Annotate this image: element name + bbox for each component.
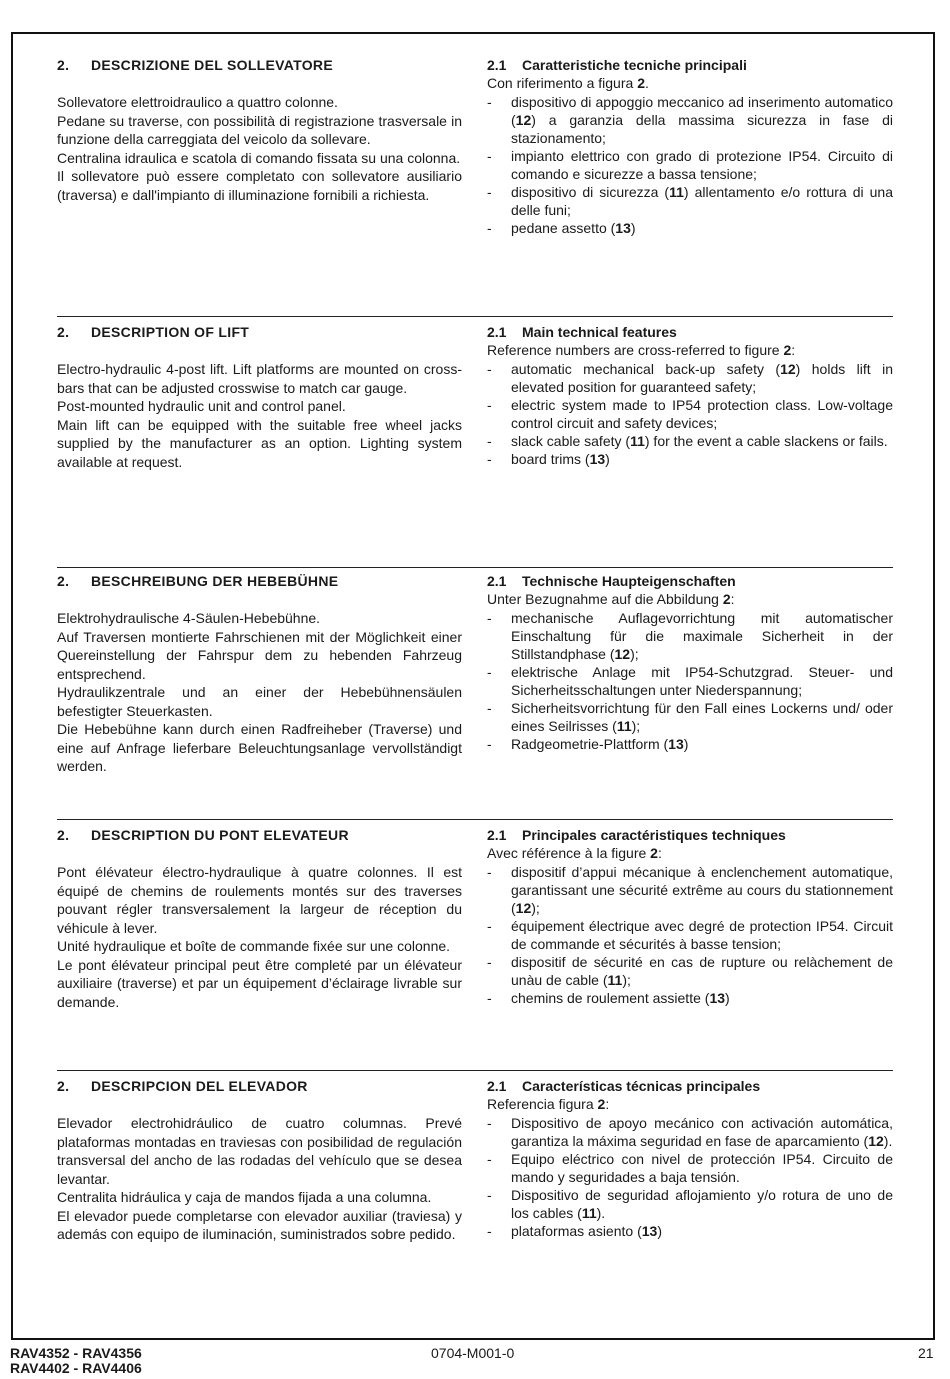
description-column [57, 56, 462, 204]
description-paragraph: Post-mounted hydraulic unit and control panel. [57, 398, 346, 414]
feature-text-end: ); [630, 645, 639, 662]
description-paragraph: Sollevatore elettroidraulico a quattro colonne. [57, 94, 338, 110]
description-column [57, 323, 462, 471]
section-divider [57, 1070, 893, 1071]
footer-models-line-2: RAV4402 - RAV4406 [10, 1360, 142, 1376]
section-heading-number: 2. [57, 57, 70, 73]
feature-item [487, 1150, 893, 1186]
intro-text: Referencia figura [487, 1096, 598, 1112]
description-column [57, 572, 462, 776]
feature-reference-number: 12 [868, 1132, 884, 1149]
section-heading-number: 2. [57, 573, 70, 589]
subsection-heading [487, 56, 893, 74]
description-paragraph: Elektrohydraulische 4-Säulen-Hebebühne. [57, 610, 321, 626]
subsection-heading-number: 2.1 [487, 827, 507, 843]
feature-text: chemins de roulement assiette ( [511, 989, 710, 1006]
subsection-heading-text: Principales caractéristiques techniques [522, 827, 786, 843]
description-paragraph: Auf Traversen montierte Fahrschienen mit der Möglichkeit einer Quereinstellung der Fahrspur dem zu hebenden Fahrzeug entsprechend. [57, 628, 462, 682]
feature-text-end: ) [605, 450, 610, 467]
description-paragraph: Centralita hidráulica y caja de mandos fijada a una columna. [57, 1189, 432, 1205]
intro-punctuation: : [791, 342, 796, 358]
bullet-dash: - [487, 917, 492, 934]
feature-text: slack cable safety ( [511, 432, 631, 449]
bullet-dash: - [487, 93, 492, 110]
description-column [57, 1077, 462, 1244]
feature-text: dispositivo di sicurezza ( [511, 183, 670, 200]
feature-reference-number: 12 [515, 111, 532, 128]
feature-reference-number: 13 [589, 450, 606, 467]
feature-text: Sicherheitsvorrichtung für den Fall eines Lockerns und/ oder eines Seilrisses ( [511, 699, 893, 734]
feature-text: electric system made to IP54 protection class. Low-voltage control circuit and safety devices; [511, 396, 893, 431]
feature-item [487, 1222, 893, 1240]
feature-item [487, 219, 893, 237]
feature-text-end: ) [657, 1222, 662, 1239]
feature-text-end: ) allentamento e/o rottura di una delle funi; [511, 183, 893, 218]
feature-item [487, 450, 893, 468]
description-paragraph: Electro-hydraulic 4-post lift. Lift platforms are mounted on cross-bars that can be adjusted crosswise to match car gauge. [57, 361, 462, 396]
feature-text-end: ) holds lift in elevated position for guaranteed safety; [511, 360, 893, 395]
section-heading-text: BESCHREIBUNG DER HEBEBÜHNE [91, 573, 339, 589]
description-body [57, 1114, 462, 1244]
section-heading [57, 826, 462, 844]
feature-text: Dispositivo de apoyo mecánico con activación automática, garantiza la máxima seguridad en fase de aparcamiento ( [511, 1114, 893, 1149]
features-intro [487, 1095, 893, 1114]
subsection-heading-text: Technische Haupteigenschaften [522, 573, 736, 589]
feature-item [487, 953, 893, 989]
feature-text-end: ); [531, 899, 540, 916]
subsection-heading-text: Main technical features [522, 324, 677, 340]
feature-text-end: ) [630, 219, 636, 236]
feature-item [487, 735, 893, 753]
intro-punctuation: : [605, 1096, 610, 1112]
subsection-heading-number: 2.1 [487, 1078, 507, 1094]
features-list [487, 360, 893, 468]
feature-reference-number: 13 [709, 989, 726, 1006]
feature-text: plataformas asiento ( [511, 1222, 642, 1239]
feature-item [487, 183, 893, 219]
bullet-dash: - [487, 360, 492, 377]
features-list [487, 863, 893, 1007]
subsection-heading [487, 323, 893, 341]
bullet-dash: - [487, 989, 492, 1006]
description-paragraph: Pont élévateur électro-hydraulique à quatre colonnes. Il est équipé de chemins de roulements montés sur des traverses pouvant régler transversalement la largeur de réception du véhicule à lever. [57, 864, 462, 936]
feature-item [487, 663, 893, 699]
intro-punctuation: . [644, 75, 649, 91]
figure-reference: 2 [597, 1096, 606, 1112]
features-list [487, 1114, 893, 1240]
subsection-heading-number: 2.1 [487, 324, 507, 340]
feature-item [487, 989, 893, 1007]
section-heading-number: 2. [57, 1078, 70, 1094]
section-divider [57, 819, 893, 820]
section-heading-text: DESCRIPTION DU PONT ELEVATEUR [91, 827, 349, 843]
bullet-dash: - [487, 663, 492, 680]
feature-reference-number: 12 [780, 360, 796, 377]
feature-item [487, 147, 893, 183]
intro-text: Avec référence à la figure [487, 845, 651, 861]
description-paragraph: Centralina idraulica e scatola di comando fissata su una colonna. [57, 149, 461, 166]
feature-item [487, 360, 893, 396]
features-list [487, 93, 893, 237]
feature-item [487, 1186, 893, 1222]
subsection-heading-number: 2.1 [487, 573, 507, 589]
subsection-heading-text: Características técnicas principales [522, 1078, 761, 1094]
feature-text: mechanische Auflagevorrichtung mit automatischer Einschaltung für die maximale Sicherheit in der Stillstandphase ( [511, 609, 893, 662]
subsection-heading-number: 2.1 [487, 57, 507, 73]
feature-text-end: ) [683, 735, 689, 752]
bullet-dash: - [487, 396, 492, 413]
feature-reference-number: 13 [615, 219, 631, 236]
subsection-heading [487, 826, 893, 844]
footer-models [10, 1346, 142, 1376]
bullet-dash: - [487, 863, 492, 880]
feature-reference-number: 12 [515, 899, 532, 916]
intro-punctuation: : [730, 591, 735, 607]
feature-item [487, 863, 893, 917]
description-paragraph: Il sollevatore può essere completato con sollevatore ausiliario (traversa) e dall'impianto di illuminazione fornibili a richiesta. [57, 168, 462, 203]
features-intro [487, 844, 893, 863]
feature-reference-number: 13 [641, 1222, 658, 1239]
footer-page-number: 21 [918, 1345, 934, 1361]
description-body [57, 863, 462, 1011]
description-body [57, 609, 462, 776]
bullet-dash: - [487, 735, 492, 752]
feature-item [487, 93, 893, 147]
features-intro [487, 341, 893, 360]
bullet-dash: - [487, 1114, 492, 1131]
section-heading [57, 1077, 462, 1095]
description-paragraph: Main lift can be equipped with the suitable free wheel jacks supplied by the manufacturer as an option. Lighting system available at request. [57, 416, 462, 470]
bullet-dash: - [487, 450, 492, 467]
section-divider [57, 567, 893, 568]
features-column [487, 323, 893, 468]
description-paragraph: Unité hydraulique et boîte de commande fixée sur une colonne. [57, 938, 451, 954]
feature-item [487, 1114, 893, 1150]
figure-reference: 2 [637, 75, 645, 91]
figure-reference: 2 [783, 342, 792, 358]
feature-text-end: ); [622, 971, 631, 988]
description-paragraph: Die Hebebühne kann durch einen Radfreiheber (Traverse) und eine auf Anfrage lieferbare Beleuchtungsanlage vervollständigt werden. [57, 721, 462, 774]
bullet-dash: - [487, 609, 492, 626]
intro-text: Reference numbers are cross-referred to figure [487, 342, 784, 358]
features-column [487, 1077, 893, 1240]
feature-text: dispositif d’appui mécanique à enclenchement automatique, garantissant une sécurité extrême au cours du stationnement ( [511, 863, 893, 916]
figure-reference: 2 [650, 845, 658, 861]
feature-text-end: ). [596, 1204, 606, 1221]
bullet-dash: - [487, 699, 492, 716]
bullet-dash: - [487, 1150, 492, 1167]
bullet-dash: - [487, 1186, 492, 1203]
section-heading-text: DESCRIPTION OF LIFT [91, 324, 250, 340]
feature-text: board trims ( [511, 450, 590, 467]
feature-text-end: ); [631, 717, 641, 734]
section-heading-text: DESCRIZIONE DEL SOLLEVATORE [91, 57, 333, 73]
feature-text: Equipo eléctrico con nivel de protección IP54. Circuito de mando y seguridades a baja tensión. [511, 1150, 893, 1185]
feature-text: automatic mechanical back-up safety ( [511, 360, 781, 377]
description-body [57, 360, 462, 471]
feature-text: dispositivo di appoggio meccanico ad inserimento automatico ( [511, 93, 893, 128]
feature-item [487, 432, 893, 450]
feature-text: elektrische Anlage mit IP54-Schutzgrad. Steuer- und Sicherheitsschaltungen unter Niederspannung; [511, 663, 893, 698]
feature-reference-number: 11 [581, 1204, 597, 1221]
feature-text-end: ). [883, 1132, 893, 1149]
subsection-heading [487, 572, 893, 590]
feature-reference-number: 12 [614, 645, 631, 662]
section-heading [57, 56, 462, 74]
bullet-dash: - [487, 1222, 492, 1239]
bullet-dash: - [487, 953, 492, 970]
feature-reference-number: 13 [668, 735, 684, 752]
description-paragraph: Pedane su traverse, con possibilità di registrazione trasversale in funzione della carreggiata del veicolo da sollevare. [57, 112, 462, 147]
section-heading-text: DESCRIPCION DEL ELEVADOR [91, 1078, 308, 1094]
feature-text: pedane assetto ( [511, 219, 616, 236]
feature-reference-number: 11 [630, 432, 645, 449]
feature-reference-number: 11 [616, 717, 632, 734]
figure-reference: 2 [722, 591, 731, 607]
feature-item [487, 917, 893, 953]
feature-item [487, 609, 893, 663]
features-list [487, 609, 893, 753]
subsection-heading-text: Caratteristiche tecniche principali [522, 57, 747, 73]
bullet-dash: - [487, 147, 492, 164]
section-divider [57, 316, 893, 317]
feature-item [487, 699, 893, 735]
section-heading [57, 572, 462, 590]
feature-item [487, 396, 893, 432]
feature-text-end: ) a garanzia della massima sicurezza in fase di stazionamento; [511, 111, 893, 146]
feature-text: Radgeometrie-Plattform ( [511, 735, 669, 752]
feature-text: dispositif de sécurité en cas de rupture ou relàchement de unàu de cable ( [511, 953, 893, 988]
section-heading [57, 323, 462, 341]
features-column [487, 826, 893, 1007]
intro-punctuation: : [657, 845, 662, 861]
feature-text: équipement électrique avec degré de protection IP54. Circuit de commande et sécurités à basse tension; [511, 917, 893, 952]
bullet-dash: - [487, 432, 492, 449]
intro-text: Unter Bezugnahme auf die Abbildung [487, 591, 723, 607]
description-paragraph: El elevador puede completarse con elevador auxiliar (traviesa) y además con equipo de iluminación, suministrados sobre pedido. [57, 1207, 462, 1242]
features-intro [487, 74, 893, 93]
description-body [57, 93, 462, 204]
feature-text: impianto elettrico con grado di protezione IP54. Circuito di comando e sicurezze a bassa tensione; [511, 147, 893, 182]
subsection-heading [487, 1077, 893, 1095]
feature-text-end: ) for the event a cable slackens or fails. [644, 432, 888, 449]
bullet-dash: - [487, 219, 492, 236]
features-column [487, 572, 893, 753]
description-column [57, 826, 462, 1011]
footer-doc-code: 0704-M001-0 [431, 1345, 515, 1361]
section-heading-number: 2. [57, 324, 70, 340]
feature-text-end: ) [725, 989, 730, 1006]
features-column [487, 56, 893, 237]
intro-text: Con riferimento a figura [487, 75, 638, 91]
section-heading-number: 2. [57, 827, 70, 843]
feature-text: Dispositivo de seguridad aflojamiento y/o rotura de uno de los cables ( [511, 1186, 893, 1221]
description-paragraph: Hydraulikzentrale und an einer der Hebebühnensäulen befestigter Steuerkasten. [57, 684, 462, 719]
feature-reference-number: 11 [607, 971, 623, 988]
features-intro [487, 590, 893, 609]
description-paragraph: Le pont élévateur principal peut être completé par un élévateur auxiliaire (traverse) et par un équipement d’éclairage livrable sur demande. [57, 956, 462, 1010]
footer-models-line-1: RAV4352 - RAV4356 [10, 1345, 142, 1361]
bullet-dash: - [487, 183, 492, 200]
feature-reference-number: 11 [669, 183, 684, 200]
description-paragraph: Elevador electrohidráulico de cuatro columnas. Prevé plataformas montadas en traviesas con posibilidad de regulación transversal del ancho de las rodadas del vehículo que se desea levantar. [57, 1115, 462, 1187]
